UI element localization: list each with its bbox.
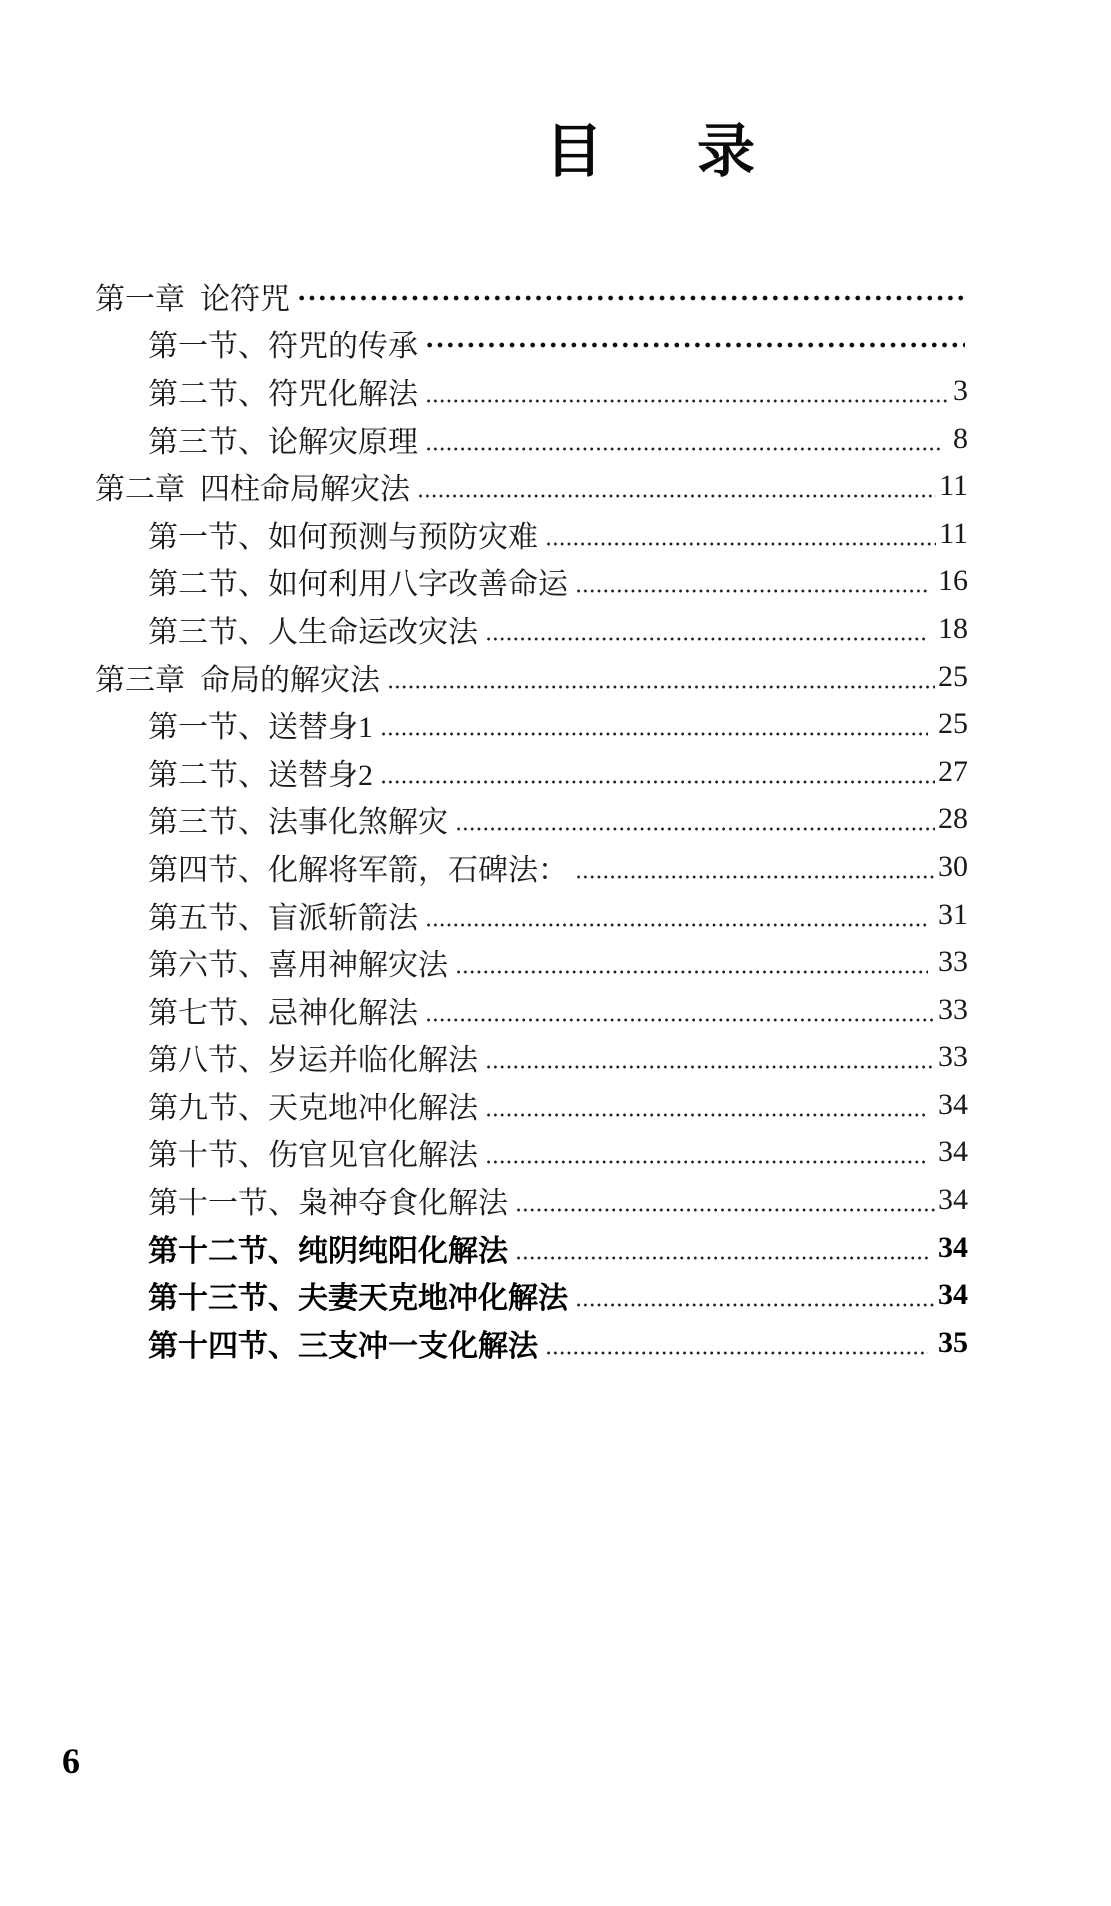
toc-entry-page: 18 — [930, 611, 968, 645]
toc-entry-page: 16 — [930, 564, 968, 598]
toc-entry-page: 11 — [939, 516, 968, 550]
toc-entry — [0, 748, 1111, 796]
toc-entry-page: 27 — [938, 754, 968, 788]
toc-entry-label: 第五节、盲派斩箭法 — [148, 901, 418, 935]
toc-list — [0, 272, 1111, 1367]
dot-leader — [487, 1064, 935, 1070]
toc-entry-label: 第一节、如何预测与预防灾难 — [148, 520, 538, 554]
toc-entry-page: 31 — [930, 897, 968, 931]
dot-leader — [457, 969, 928, 975]
toc-entry-label: 第二节、如何利用八字改善命运 — [148, 568, 568, 602]
dot-leader — [547, 541, 936, 547]
toc-entry-page: 34 — [938, 1278, 968, 1312]
toc-entry-page: 33 — [938, 992, 968, 1026]
dot-leader — [577, 1302, 935, 1308]
toc-entry-page: 33 — [938, 1040, 968, 1074]
page-title: 目 录 — [545, 119, 774, 184]
dot-leader — [427, 342, 965, 348]
toc-entry-page: 30 — [938, 849, 968, 883]
toc-entry-label: 第四节、化解将军箭，石碑法： — [148, 853, 568, 887]
toc-entry-page: 34 — [930, 1087, 968, 1121]
toc-entry-label: 第一章 论符咒 — [95, 282, 290, 316]
toc-entry-label: 第十节、伤官见官化解法 — [148, 1139, 478, 1173]
toc-entry — [0, 462, 1111, 510]
toc-entry-page: 33 — [930, 945, 968, 979]
toc-entry-label: 第三节、法事化煞解灾 — [148, 806, 448, 840]
toc-entry-label: 第十一节、枭神夺食化解法 — [148, 1187, 508, 1221]
dot-leader — [547, 1350, 928, 1356]
toc-entry — [0, 320, 1111, 368]
toc-entry-label: 第六节、喜用神解灾法 — [148, 949, 448, 983]
toc-entry — [0, 843, 1111, 891]
toc-entry — [0, 510, 1111, 558]
toc-entry-label: 第二节、符咒化解法 — [148, 377, 418, 411]
toc-entry-label: 第一节、符咒的传承 — [148, 330, 418, 364]
toc-entry — [0, 891, 1111, 939]
dot-leader — [427, 1017, 935, 1023]
toc-entry — [0, 986, 1111, 1034]
toc-entry — [0, 1176, 1111, 1224]
toc-entry — [0, 558, 1111, 606]
toc-entry-label: 第十二节、纯阴纯阳化解法 — [148, 1234, 508, 1268]
toc-entry-page: 35 — [930, 1325, 968, 1359]
toc-entry — [0, 1034, 1111, 1082]
toc-entry — [0, 1319, 1111, 1367]
toc-entry-page: 11 — [939, 469, 968, 503]
toc-entry-label: 第十三节、夫妻天克地冲化解法 — [148, 1282, 568, 1316]
toc-entry — [0, 367, 1111, 415]
toc-entry-page: 34 — [938, 1183, 968, 1217]
dot-leader — [382, 731, 928, 737]
dot-leader — [427, 398, 950, 404]
toc-entry — [0, 700, 1111, 748]
dot-leader — [419, 493, 936, 499]
toc-entry — [0, 653, 1111, 701]
toc-entry-label: 第三节、人生命运改灾法 — [148, 615, 478, 649]
toc-entry-label: 第九节、天克地冲化解法 — [148, 1091, 478, 1125]
dot-leader — [577, 588, 928, 594]
toc-entry-label: 第一节、送替身1 — [148, 711, 373, 745]
toc-entry-label: 第二章 四柱命局解灾法 — [95, 473, 410, 507]
toc-entry — [0, 1224, 1111, 1272]
dot-leader — [382, 779, 935, 785]
dot-leader — [487, 1159, 928, 1165]
toc-entry — [0, 1081, 1111, 1129]
toc-entry — [0, 1129, 1111, 1177]
dot-leader — [517, 1207, 935, 1213]
toc-entry-page: 3 — [953, 373, 968, 407]
toc-entry-page: 34 — [930, 1230, 968, 1264]
toc-entry-label: 第三节、论解灾原理 — [148, 425, 418, 459]
toc-entry-label: 第十四节、三支冲一支化解法 — [148, 1329, 538, 1363]
dot-leader — [427, 922, 928, 928]
toc-entry — [0, 605, 1111, 653]
toc-entry — [0, 1271, 1111, 1319]
dot-leader — [457, 826, 935, 832]
toc-entry — [0, 415, 1111, 463]
dot-leader — [299, 295, 965, 301]
toc-entry — [0, 938, 1111, 986]
dot-leader — [577, 874, 935, 880]
toc-entry-page: 34 — [930, 1135, 968, 1169]
footer-page-number: 6 — [62, 1741, 80, 1781]
toc-entry-page: 8 — [945, 421, 968, 455]
dot-leader — [487, 636, 928, 642]
toc-entry — [0, 272, 1111, 320]
toc-entry-label: 第八节、岁运并临化解法 — [148, 1044, 478, 1078]
toc-entry — [0, 796, 1111, 844]
dot-leader — [487, 1112, 928, 1118]
toc-entry-page: 28 — [938, 802, 968, 836]
toc-entry-page: 25 — [938, 659, 968, 693]
toc-entry-label: 第二节、送替身2 — [148, 758, 373, 792]
dot-leader — [427, 446, 943, 452]
toc-entry-label: 第七节、忌神化解法 — [148, 996, 418, 1030]
toc-entry-label: 第三章 命局的解灾法 — [95, 663, 380, 697]
dot-leader — [517, 1255, 928, 1261]
toc-entry-page: 25 — [930, 707, 968, 741]
dot-leader — [389, 684, 935, 690]
